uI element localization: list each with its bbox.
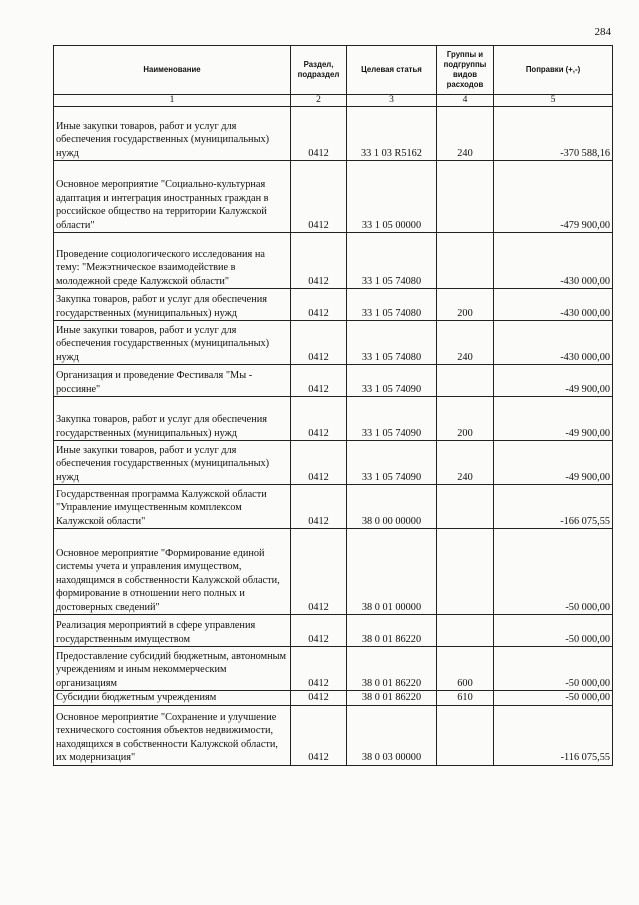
row-target-article: 33 1 05 74090 (347, 441, 437, 485)
row-name: Предоставление субсидий бюджетным, автономным учреждениям и иным некоммерческим организациям (54, 647, 291, 691)
row-expense-group (437, 485, 494, 529)
row-name: Иные закупки товаров, работ и услуг для обеспечения государственных (муниципальных) нужд (54, 321, 291, 365)
table-row (54, 365, 613, 397)
row-expense-group: 200 (437, 289, 494, 321)
row-amount: -49 900,00 (494, 397, 613, 441)
table-row (54, 691, 613, 706)
page-number: 284 (594, 26, 611, 38)
row-name: Проведение социологического исследования на тему: "Межэтническое взаимодействие в молодежной среде Калужской области" (54, 233, 291, 289)
row-name: Субсидии бюджетным учреждениям (54, 691, 291, 706)
header-target: Целевая статья (347, 46, 437, 95)
row-target-article: 38 0 01 00000 (347, 529, 437, 615)
column-number: 5 (494, 95, 613, 107)
table-row (54, 161, 613, 233)
header-amendments: Поправки (+,-) (494, 46, 613, 95)
column-number: 2 (291, 95, 347, 107)
row-amount: -430 000,00 (494, 233, 613, 289)
table-row (54, 615, 613, 647)
row-section: 0412 (291, 615, 347, 647)
row-amount: -479 900,00 (494, 161, 613, 233)
row-amount: -430 000,00 (494, 289, 613, 321)
row-expense-group: 240 (437, 107, 494, 161)
row-section: 0412 (291, 233, 347, 289)
row-name: Закупка товаров, работ и услуг для обеспечения государственных (муниципальных) нужд (54, 289, 291, 321)
row-expense-group: 600 (437, 647, 494, 691)
table-header-row (54, 46, 613, 95)
row-amount: -50 000,00 (494, 615, 613, 647)
row-section: 0412 (291, 289, 347, 321)
row-expense-group (437, 365, 494, 397)
row-expense-group (437, 529, 494, 615)
row-section: 0412 (291, 397, 347, 441)
row-amount: -49 900,00 (494, 441, 613, 485)
row-name: Организация и проведение Фестиваля "Мы - россияне" (54, 365, 291, 397)
row-name: Основное мероприятие "Социально-культурная адаптация и интеграция иностранных граждан в российское общество на территории Калужской области" (54, 161, 291, 233)
row-target-article: 38 0 00 00000 (347, 485, 437, 529)
row-target-article: 33 1 05 74090 (347, 397, 437, 441)
row-section: 0412 (291, 485, 347, 529)
row-amount: -430 000,00 (494, 321, 613, 365)
row-target-article: 33 1 05 74090 (347, 365, 437, 397)
row-expense-group (437, 233, 494, 289)
row-target-article: 33 1 05 74080 (347, 321, 437, 365)
row-target-article: 38 0 01 86220 (347, 615, 437, 647)
row-section: 0412 (291, 365, 347, 397)
row-name: Иные закупки товаров, работ и услуг для обеспечения государственных (муниципальных) нужд (54, 107, 291, 161)
row-amount: -49 900,00 (494, 365, 613, 397)
header-groups: Группы и подгруппы видов расходов (437, 46, 494, 95)
row-target-article: 38 0 03 00000 (347, 705, 437, 765)
row-expense-group (437, 705, 494, 765)
table-row (54, 529, 613, 615)
row-name: Основное мероприятие "Формирование единой системы учета и управления имуществом, находящимся в собственности Калужской области, формирование в отношении него полных и достоверных сведений" (54, 529, 291, 615)
column-number: 4 (437, 95, 494, 107)
row-name: Реализация мероприятий в сфере управления государственным имуществом (54, 615, 291, 647)
table-row (54, 485, 613, 529)
row-amount: -116 075,55 (494, 705, 613, 765)
row-target-article: 38 0 01 86220 (347, 691, 437, 706)
row-amount: -50 000,00 (494, 529, 613, 615)
row-section: 0412 (291, 321, 347, 365)
column-number: 1 (54, 95, 291, 107)
column-number-row (54, 95, 613, 107)
row-section: 0412 (291, 529, 347, 615)
row-target-article: 33 1 05 00000 (347, 161, 437, 233)
row-target-article: 33 1 05 74080 (347, 289, 437, 321)
row-name: Основное мероприятие "Сохранение и улучшение технического состояния объектов недвижимости, находящихся в собственности Калужской области, их модернизация" (54, 705, 291, 765)
row-target-article: 33 1 05 74080 (347, 233, 437, 289)
row-expense-group: 610 (437, 691, 494, 706)
row-expense-group (437, 615, 494, 647)
header-name: Наименование (54, 46, 291, 95)
row-section: 0412 (291, 441, 347, 485)
table-row (54, 289, 613, 321)
header-section: Раздел, подраздел (291, 46, 347, 95)
row-expense-group (437, 161, 494, 233)
table-row (54, 647, 613, 691)
table-row (54, 233, 613, 289)
row-name: Закупка товаров, работ и услуг для обеспечения государственных (муниципальных) нужд (54, 397, 291, 441)
budget-amendments-table (53, 45, 613, 766)
row-expense-group: 240 (437, 321, 494, 365)
row-amount: -50 000,00 (494, 691, 613, 706)
table-row (54, 397, 613, 441)
row-section: 0412 (291, 647, 347, 691)
row-section: 0412 (291, 161, 347, 233)
row-amount: -50 000,00 (494, 647, 613, 691)
table-row (54, 441, 613, 485)
row-name: Государственная программа Калужской области "Управление имущественным комплексом Калужской области" (54, 485, 291, 529)
row-amount: -166 075,55 (494, 485, 613, 529)
table-row (54, 705, 613, 765)
table-row (54, 107, 613, 161)
row-target-article: 33 1 03 R5162 (347, 107, 437, 161)
row-section: 0412 (291, 107, 347, 161)
row-amount: -370 588,16 (494, 107, 613, 161)
row-section: 0412 (291, 705, 347, 765)
row-target-article: 38 0 01 86220 (347, 647, 437, 691)
column-number: 3 (347, 95, 437, 107)
row-name: Иные закупки товаров, работ и услуг для обеспечения государственных (муниципальных) нужд (54, 441, 291, 485)
row-expense-group: 240 (437, 441, 494, 485)
row-expense-group: 200 (437, 397, 494, 441)
table-row (54, 321, 613, 365)
row-section: 0412 (291, 691, 347, 706)
